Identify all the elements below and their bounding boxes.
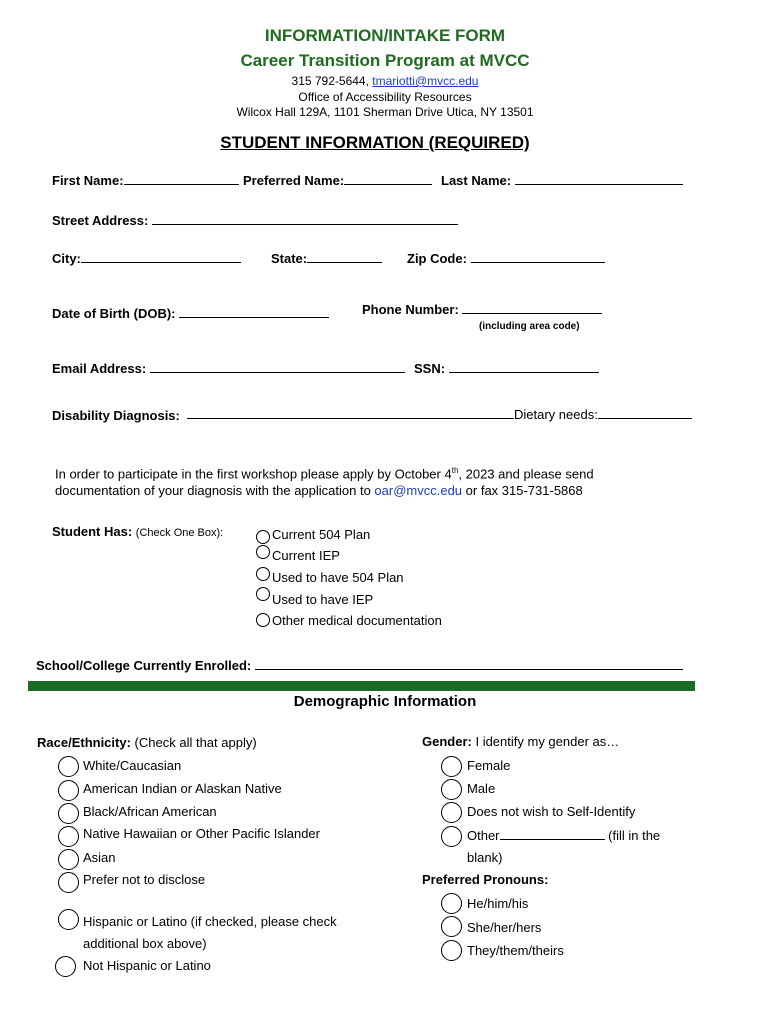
checkbox-female[interactable] <box>441 756 462 777</box>
phone-line[interactable] <box>462 301 602 314</box>
last-name-label: Last Name: <box>441 173 512 188</box>
gender-hint: I identify my gender as… <box>475 734 620 749</box>
checkbox-hispanic[interactable] <box>58 909 79 930</box>
program-title: Career Transition Program at MVCC <box>240 51 530 70</box>
demographic-heading: Demographic Information <box>293 693 477 710</box>
last-name-line[interactable] <box>515 172 683 185</box>
street-line[interactable] <box>152 212 458 225</box>
checkbox-native-hawaiian[interactable] <box>58 826 79 847</box>
option-black: Black/African American <box>83 804 217 819</box>
option-current-504: Current 504 Plan <box>272 527 371 542</box>
student-has-label: Student Has: <box>52 524 133 539</box>
city-label: City: <box>52 251 81 266</box>
ssn-field[interactable] <box>414 360 599 376</box>
preferred-name-field[interactable] <box>243 172 432 188</box>
dietary-line[interactable] <box>598 406 692 419</box>
school-label: School/College Currently Enrolled: <box>36 658 252 673</box>
state-label: State: <box>271 251 308 266</box>
option-used-504: Used to have 504 Plan <box>272 570 404 585</box>
option-asian: Asian <box>83 850 116 865</box>
other-gender-fill-text: (fill in the <box>608 828 661 843</box>
first-name-line[interactable] <box>124 172 239 185</box>
instructions-line-2 <box>55 481 583 501</box>
race-label-group <box>37 735 257 750</box>
email-line[interactable] <box>150 360 405 373</box>
instructions-text-b: , 2023 and please send <box>458 466 594 482</box>
option-hispanic-line1: Hispanic or Latino (if checked, please check <box>83 914 337 929</box>
instructions-superscript: th <box>451 466 459 475</box>
checkbox-black[interactable] <box>58 803 79 824</box>
state-line[interactable] <box>307 250 382 263</box>
option-hispanic-line2: additional box above) <box>83 936 207 951</box>
student-info-heading: STUDENT INFORMATION (REQUIRED) <box>220 133 530 152</box>
last-name-field[interactable] <box>441 172 683 188</box>
radio-used-504[interactable] <box>256 567 270 581</box>
contact-phone: 315 792-5644, <box>291 74 369 88</box>
radio-other-medical[interactable] <box>256 613 270 627</box>
instructions-text-a: In order to participate in the first workshop please apply by October 4 <box>55 466 452 482</box>
option-he-him: He/him/his <box>467 896 529 911</box>
checkbox-prefer-not[interactable] <box>58 872 79 893</box>
first-name-field[interactable] <box>52 172 239 188</box>
gender-label-group <box>422 734 619 749</box>
checkbox-asian[interactable] <box>58 849 79 870</box>
gender-label: Gender: <box>422 734 472 749</box>
student-has-label-group <box>52 524 223 539</box>
checkbox-male[interactable] <box>441 779 462 800</box>
city-field[interactable] <box>52 250 241 266</box>
instructions-text-d: or fax 315-731-5868 <box>462 483 583 498</box>
email-label: Email Address: <box>52 361 147 376</box>
other-gender-fill-text-2: blank) <box>467 850 503 865</box>
phone-field[interactable] <box>362 301 602 317</box>
option-no-self-identify: Does not wish to Self-Identify <box>467 804 636 819</box>
school-line[interactable] <box>255 657 683 670</box>
option-american-indian: American Indian or Alaskan Native <box>83 781 282 796</box>
disability-label: Disability Diagnosis: <box>52 408 180 423</box>
instructions-text-c: documentation of your diagnosis with the application to <box>55 483 375 498</box>
email-field[interactable] <box>52 360 405 376</box>
radio-current-iep[interactable] <box>256 545 270 559</box>
contact-line <box>0 74 770 88</box>
zip-line[interactable] <box>471 250 605 263</box>
zip-label: Zip Code: <box>407 251 467 266</box>
checkbox-white[interactable] <box>58 756 79 777</box>
option-prefer-not: Prefer not to disclose <box>83 872 206 887</box>
checkbox-he-him[interactable] <box>441 893 462 914</box>
city-line[interactable] <box>81 250 241 263</box>
option-white: White/Caucasian <box>83 758 182 773</box>
section-divider-bar <box>28 681 695 691</box>
first-name-label: First Name: <box>52 173 124 188</box>
option-she-her: She/her/hers <box>467 920 542 935</box>
other-gender-line[interactable] <box>500 827 605 840</box>
radio-current-504[interactable] <box>256 530 270 544</box>
ssn-label: SSN: <box>414 361 446 376</box>
preferred-name-line[interactable] <box>344 172 432 185</box>
option-male: Male <box>467 781 496 796</box>
phone-label: Phone Number: <box>362 302 459 317</box>
school-field[interactable] <box>36 657 683 673</box>
form-title: INFORMATION/INTAKE FORM <box>264 26 506 45</box>
contact-email-link[interactable]: tmariotti@mvcc.edu <box>372 74 479 88</box>
student-has-hint: (Check One Box): <box>135 527 224 539</box>
street-field[interactable] <box>52 212 458 228</box>
race-hint: (Check all that apply) <box>134 735 257 750</box>
disability-line[interactable] <box>187 406 514 419</box>
option-other-medical: Other medical documentation <box>272 613 442 628</box>
checkbox-they-them[interactable] <box>441 940 462 961</box>
pronouns-label: Preferred Pronouns: <box>422 872 549 887</box>
option-they-them: They/them/theirs <box>467 943 564 958</box>
dob-field[interactable] <box>52 305 329 321</box>
preferred-name-label: Preferred Name: <box>243 173 345 188</box>
dob-line[interactable] <box>179 305 329 318</box>
option-current-iep: Current IEP <box>272 548 340 563</box>
race-label: Race/Ethnicity: <box>37 735 131 750</box>
dietary-label: Dietary needs: <box>514 407 598 422</box>
zip-field[interactable] <box>407 250 605 266</box>
state-field[interactable] <box>271 250 382 266</box>
radio-used-iep[interactable] <box>256 587 270 601</box>
dob-label: Date of Birth (DOB): <box>52 306 176 321</box>
option-used-iep: Used to have IEP <box>272 592 374 607</box>
oar-email-link[interactable]: oar@mvcc.edu <box>374 483 463 498</box>
option-female: Female <box>467 758 511 773</box>
option-not-hispanic: Not Hispanic or Latino <box>83 958 211 973</box>
checkbox-not-hispanic[interactable] <box>55 956 76 977</box>
phone-note: (including area code) <box>479 321 580 332</box>
option-native-hawaiian: Native Hawaiian or Other Pacific Islander <box>83 826 320 841</box>
office-name: Office of Accessibility Resources <box>298 90 472 104</box>
checkbox-no-self-identify[interactable] <box>441 802 462 823</box>
checkbox-she-her[interactable] <box>441 916 462 937</box>
ssn-line[interactable] <box>449 360 599 373</box>
checkbox-other-gender[interactable] <box>441 826 462 847</box>
other-gender-label: Other <box>467 828 500 843</box>
disability-field[interactable] <box>187 406 692 422</box>
street-label: Street Address: <box>52 213 149 228</box>
checkbox-american-indian[interactable] <box>58 780 79 801</box>
option-other-gender <box>467 827 660 843</box>
office-address: Wilcox Hall 129A, 1101 Sherman Drive Utica, NY 13501 <box>236 105 534 119</box>
